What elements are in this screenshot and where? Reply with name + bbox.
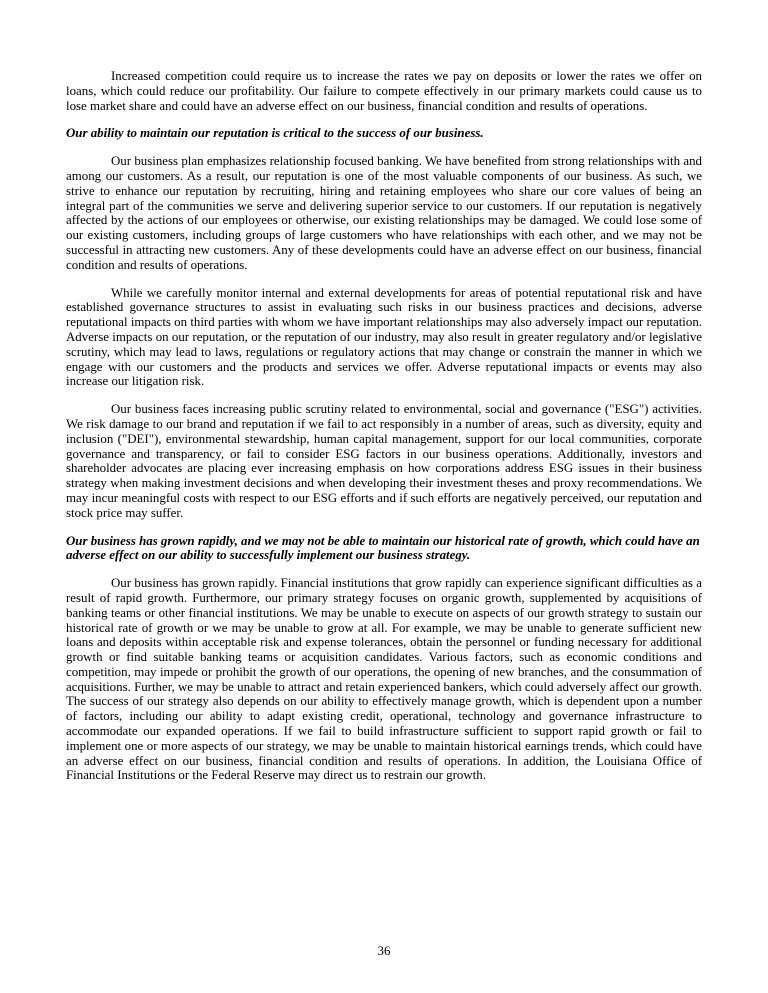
paragraph-competition-rates: Increased competition could require us to increase the rates we pay on deposits or lower the rates we offer on loans, which could reduce our profitability. Our failure to compete effectively in our primary markets could cause us to lose market share and could have an adverse effect on our business, financial condition and results of operations. (66, 69, 702, 113)
page-number: 36 (377, 944, 391, 958)
paragraph-rapid-growth: Our business has grown rapidly. Financial institutions that grow rapidly can experience significant difficulties as a result of rapid growth. Furthermore, our primary strategy focuses on organic growth, supplemented by acquisitions of banking teams or other financial institutions. We may be unable to execute on aspects of our growth strategy to sustain our historical rate of growth or we may be unable to grow at all. For example, we may be unable to generate sufficient new loans and deposits within acceptable risk and expense tolerances, obtain the personnel or funding necessary for additional growth or find suitable banking teams or acquisition candidates. Various factors, such as economic conditions and competition, may impede or prohibit the growth of our operations, the opening of new branches, and the consummation of acquisitions. Further, we may be unable to attract and retain experienced bankers, which could adversely affect our growth. The success of our strategy also depends on our ability to effectively manage growth, which is dependent upon a number of factors, including our ability to adapt existing credit, operational, technology and governance infrastructure to accommodate our expanded operations. If we fail to build infrastructure sufficient to support rapid growth or fail to implement one or more aspects of our strategy, we may be unable to maintain historical earnings trends, which could have an adverse effect on our business, financial condition and results of operations. In addition, the Louisiana Office of Financial Institutions or the Federal Reserve may direct us to restrain our growth. (66, 576, 702, 783)
paragraph-reputational-monitoring: While we carefully monitor internal and external developments for areas of potential reputational risk and have established governance structures to assist in evaluating such risks in our business practices and decisions, adverse reputational impacts on third parties with whom we have important relationships may also adversely impact our reputation. Adverse impacts on our reputation, or the reputation of our industry, may also result in greater regulatory and/or legislative scrutiny, which may lead to laws, regulations or regulatory actions that may change or constrain the manner in which we engage with our customers and the products and services we offer. Adverse reputational impacts or events may also increase our litigation risk. (66, 285, 702, 389)
heading-growth-risk: Our business has grown rapidly, and we may not be able to maintain our historical rate of growth, which could have an adverse effect on our ability to successfully implement our business strategy. (66, 533, 700, 563)
document-body (66, 69, 702, 796)
paragraph-esg-scrutiny: Our business faces increasing public scrutiny related to environmental, social and governance ("ESG") activities. We risk damage to our brand and reputation if we fail to act responsibly in a number of areas, such as diversity, equity and inclusion ("DEI"), environmental stewardship, human capital management, support for our local communities, corporate governance and transparency, or fail to consider ESG factors in our business operations. Additionally, investors and shareholder advocates are placing ever increasing emphasis on how corporations address ESG issues in their business strategy when making investment decisions and when developing their investment theses and proxy recommendations. We may incur meaningful costs with respect to our ESG efforts and if such efforts are negatively perceived, our reputation and stock price may suffer. (66, 402, 702, 520)
paragraph-relationship-banking: Our business plan emphasizes relationship focused banking. We have benefited from strong relationships with and among our customers. As a result, our reputation is one of the most valuable components of our business. As such, we strive to enhance our reputation by recruiting, hiring and retaining employees who share our core values of being an integral part of the communities we serve and delivering superior service to our customers. If our reputation is negatively affected by the actions of our employees or otherwise, our existing relationships may be damaged. We could lose some of our existing customers, including groups of large customers who have relationships with each other, and we may not be successful in attracting new customers. Any of these developments could have an adverse effect on our business, financial condition and results of operations. (66, 154, 702, 272)
heading-reputation-risk: Our ability to maintain our reputation is critical to the success of our business. (66, 126, 484, 141)
